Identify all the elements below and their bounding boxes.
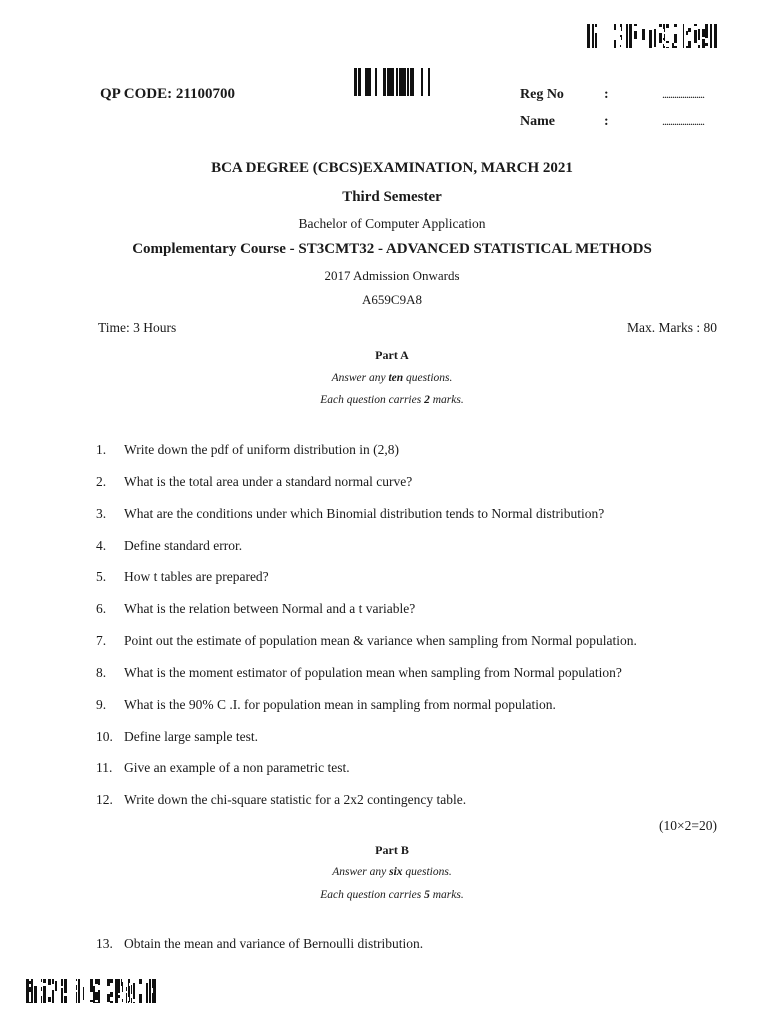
name-colon: :	[604, 114, 609, 129]
exam-title: BCA DEGREE (CBCS)EXAMINATION, MARCH 2021	[211, 160, 573, 176]
question-item: 7. Point out the estimate of population mean & variance when sampling from Normal population.	[96, 633, 637, 648]
exam-duration: Time: 3 Hours	[98, 320, 177, 335]
name-label: Name	[520, 114, 555, 129]
reg-no-field: .....................	[662, 87, 704, 101]
reg-no-colon: :	[604, 87, 609, 102]
bottom-left-barcode	[26, 979, 156, 1003]
part-a-score: (10×2=20)	[659, 818, 717, 833]
course-title: Complementary Course - ST3CMT32 - ADVANCED STATISTICAL METHODS	[132, 241, 652, 257]
part-b-instruction: Answer any six questions.	[332, 866, 452, 878]
admission-note: 2017 Admission Onwards	[324, 268, 460, 283]
question-item: 13. Obtain the mean and variance of Bernoulli distribution.	[96, 936, 424, 951]
qp-code: QP CODE: 21100700	[100, 86, 236, 102]
top-right-barcode	[587, 24, 717, 48]
paper-code: A659C9A8	[362, 292, 422, 307]
part-a-instruction: Answer any ten questions.	[331, 372, 453, 384]
max-marks: Max. Marks : 80	[627, 320, 717, 335]
question-item: 3. What are the conditions under which Binomial distribution tends to Normal distribution?	[96, 506, 605, 521]
programme: Bachelor of Computer Application	[298, 216, 486, 231]
part-b-marks-note: Each question carries 5 marks.	[320, 889, 464, 901]
question-item: 8. What is the moment estimator of population mean when sampling from Normal population?	[96, 665, 622, 680]
part-a-title: Part A	[375, 348, 409, 362]
part-b-title: Part B	[375, 843, 409, 857]
part-a-marks-note: Each question carries 2 marks.	[320, 394, 464, 406]
question-item: 11. Give an example of a non parametric test.	[96, 760, 350, 775]
question-item: 4. Define standard error.	[96, 538, 243, 553]
question-item: 2. What is the total area under a standard normal curve?	[96, 474, 413, 489]
semester: Third Semester	[342, 189, 442, 205]
question-item: 6. What is the relation between Normal and a t variable?	[96, 601, 416, 616]
name-field: .....................	[662, 114, 704, 128]
question-item: 5. How t tables are prepared?	[96, 569, 269, 584]
reg-no-label: Reg No	[520, 87, 564, 102]
question-item: 1. Write down the pdf of uniform distribution in (2,8)	[96, 442, 400, 457]
header-barcode	[354, 68, 430, 96]
question-item: 9. What is the 90% C .I. for population mean in sampling from normal population.	[96, 697, 556, 712]
question-item: 12. Write down the chi-square statistic for a 2x2 contingency table.	[96, 792, 467, 807]
question-item: 10. Define large sample test.	[96, 729, 258, 744]
